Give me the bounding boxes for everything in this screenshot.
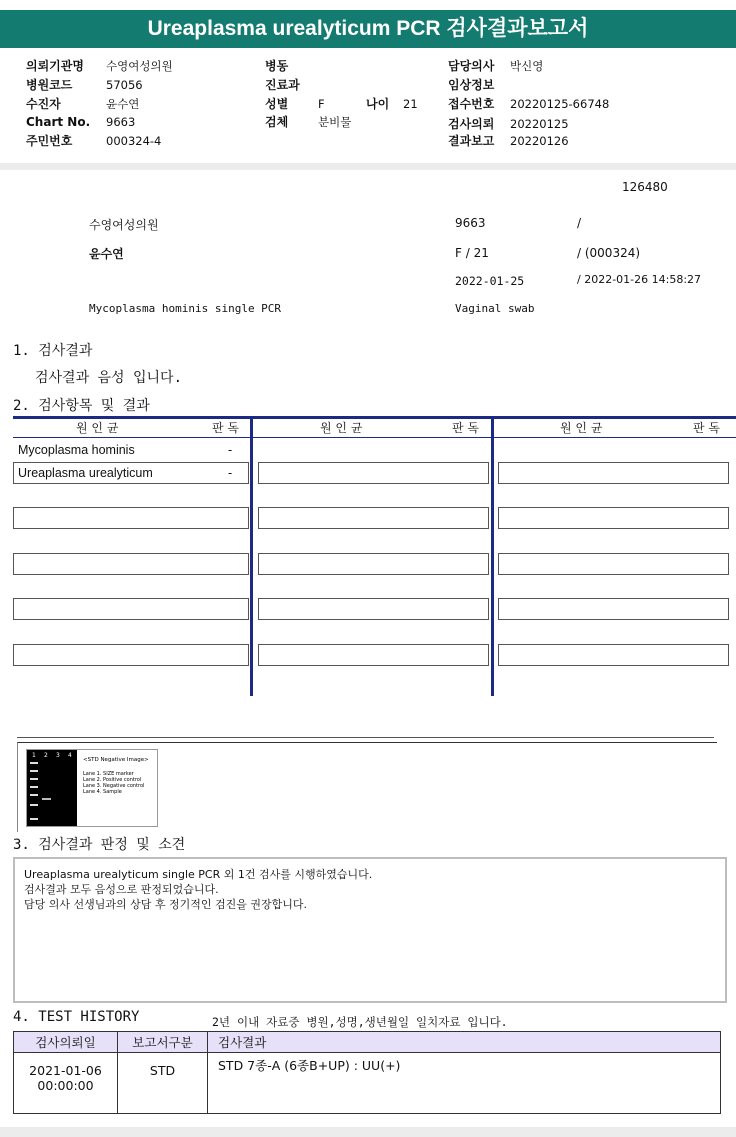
receipt-value: 20220125-66748 (510, 97, 610, 111)
header-clinical (448, 76, 510, 93)
gel-legend-item: Lane 3. Negative control (83, 783, 145, 789)
section-1-result: 검사결과 음성 입니다. (35, 370, 183, 386)
info-specimen: Vaginal swab (455, 302, 535, 315)
gel-image (26, 749, 158, 827)
empty-result-box (258, 598, 489, 620)
header-chart (26, 115, 135, 129)
empty-result-box (498, 462, 729, 484)
history-note: 2년 이내 자료중 병원,성명,생년월일 일치자료 입니다. (212, 1015, 508, 1029)
chart-value: 9663 (106, 115, 136, 129)
history-col-type: 보고서구분 (118, 1032, 208, 1053)
comment-line: Ureaplasma urealyticum single PCR 외 1건 검사를 시행하였습니다. (24, 868, 373, 881)
empty-result-box (498, 553, 729, 575)
gel-band (30, 762, 38, 764)
age-value: 21 (403, 97, 418, 111)
header-hospital-code (26, 76, 143, 93)
history-result: STD 7종-A (6종B+UP) : UU(+) (208, 1053, 721, 1114)
history-date-cell (14, 1053, 118, 1114)
section-3-title: 3. 검사결과 판정 및 소견 (13, 837, 186, 853)
hospital-code-value: 57056 (106, 78, 143, 92)
header-ward (265, 57, 318, 74)
gel-band (30, 786, 38, 788)
section-1-title: 1. 검사결과 (13, 343, 93, 359)
image-frame-rule (17, 737, 714, 738)
empty-result-box (498, 598, 729, 620)
table-row[interactable] (14, 1053, 721, 1114)
gel-lane-label: 3 (56, 752, 60, 759)
gel-band (30, 778, 38, 780)
grid-divider-2 (491, 416, 494, 696)
info-slash: / (577, 216, 582, 230)
gel-legend-item: Lane 2. Positive control (83, 777, 142, 783)
col2-organism-header: 원 인 균 (320, 421, 363, 435)
empty-result-box (13, 644, 249, 666)
result-row-value: - (228, 443, 233, 457)
history-table (13, 1031, 721, 1114)
empty-result-box (13, 553, 249, 575)
report-title: Ureaplasma urealyticum PCR 검사결과보고서 (0, 10, 736, 48)
empty-result-box (498, 507, 729, 529)
grid-top-border (13, 416, 736, 419)
request-label: 검사의뢰 (448, 117, 495, 131)
header-dept (265, 76, 318, 93)
history-col-date: 검사의뢰일 (14, 1032, 118, 1053)
hospital-code-label: 병원코드 (26, 78, 73, 92)
gel-band (42, 798, 51, 800)
resident-label: 주민번호 (26, 134, 73, 148)
empty-result-box (258, 644, 489, 666)
gel-band (30, 770, 38, 772)
header-receipt (448, 95, 609, 112)
clinical-label: 임상정보 (448, 78, 495, 92)
result-row-value: - (228, 466, 233, 480)
gel-lane-label: 2 (44, 752, 48, 759)
comment-line: 담당 의사 선생님과의 상담 후 정기적인 검진을 권장합니다. (24, 898, 307, 911)
empty-result-box (498, 644, 729, 666)
info-received: 2022-01-25 (455, 274, 525, 288)
institution-label: 의뢰기관명 (26, 59, 84, 73)
specimen-label: 검체 (265, 115, 289, 129)
gel-band (30, 804, 38, 806)
info-test-name: Mycoplasma hominis single PCR (89, 302, 282, 315)
history-time: 00:00:00 (37, 1078, 94, 1093)
header-resident (26, 132, 161, 149)
patient-value: 윤수연 (106, 97, 140, 111)
gel-legend-item: Lane 4. Sample (83, 789, 122, 795)
info-institution: 수영여성의원 (89, 218, 159, 232)
info-birth: / (000324) (577, 246, 641, 260)
gel-photo (27, 750, 77, 826)
header-specimen (265, 113, 351, 130)
gel-band (30, 794, 38, 796)
request-value: 20220125 (510, 117, 569, 131)
history-date: 2021-01-06 (29, 1063, 102, 1078)
comment-line: 검사결과 모두 음성으로 판정되었습니다. (24, 883, 219, 896)
grid-header-underline (13, 437, 736, 438)
header-request (448, 115, 569, 132)
info-reported: / 2022-01-26 14:58:27 (577, 273, 702, 286)
col1-organism-header: 원 인 균 (76, 421, 119, 435)
receipt-label: 접수번호 (448, 97, 495, 111)
sex-label: 성별 (265, 97, 289, 111)
col3-judgement-header: 판 독 (693, 421, 720, 435)
footer-bar (0, 1127, 736, 1137)
result-row-organism: Ureaplasma urealyticum (18, 466, 153, 480)
patient-label: 수진자 (26, 97, 61, 111)
grid-divider-1 (250, 416, 253, 696)
history-header-row (14, 1032, 721, 1053)
header-doctor (448, 57, 543, 74)
report-value: 20220126 (510, 134, 569, 148)
gel-band (30, 818, 38, 820)
report-label: 결과보고 (448, 134, 495, 148)
header-patient (26, 95, 139, 112)
col2-judgement-header: 판 독 (452, 421, 479, 435)
header-sex-age (265, 95, 418, 112)
chart-label: Chart No. (26, 115, 91, 129)
info-patient: 윤수연 (89, 247, 124, 261)
gel-lane-label: 4 (68, 752, 72, 759)
header-separator (0, 163, 736, 170)
specimen-value: 분비물 (318, 115, 352, 129)
empty-result-box (258, 507, 489, 529)
history-col-result: 검사결과 (208, 1032, 721, 1053)
empty-result-box (13, 507, 249, 529)
header-report (448, 132, 569, 149)
gel-lane-label: 1 (32, 752, 36, 759)
institution-value: 수영여성의원 (106, 59, 173, 73)
empty-result-box (258, 462, 489, 484)
info-chart: 9663 (455, 216, 486, 230)
dept-label: 진료과 (265, 78, 300, 92)
section-2-title: 2. 검사항목 및 결과 (13, 398, 150, 414)
history-type: STD (118, 1053, 208, 1114)
col1-judgement-header: 판 독 (212, 421, 239, 435)
age-label: 나이 (366, 97, 390, 111)
sex-value: F (318, 97, 325, 111)
info-sex-age: F / 21 (455, 246, 489, 260)
col3-organism-header: 원 인 균 (560, 421, 603, 435)
report-id: 126480 (622, 180, 668, 194)
gel-title: <STD Negative Image> (83, 757, 149, 763)
section-4-title: 4. TEST HISTORY (13, 1009, 140, 1025)
resident-value: 000324-4 (106, 134, 162, 148)
interpretation-box (13, 857, 727, 1003)
empty-result-box (258, 553, 489, 575)
result-row-organism: Mycoplasma hominis (18, 443, 135, 457)
doctor-value: 박신영 (510, 59, 544, 73)
doctor-label: 담당의사 (448, 59, 495, 73)
ward-label: 병동 (265, 59, 289, 73)
gel-legend-item: Lane 1. SIZE marker (83, 771, 134, 777)
empty-result-box (13, 598, 249, 620)
header-institution (26, 57, 173, 74)
